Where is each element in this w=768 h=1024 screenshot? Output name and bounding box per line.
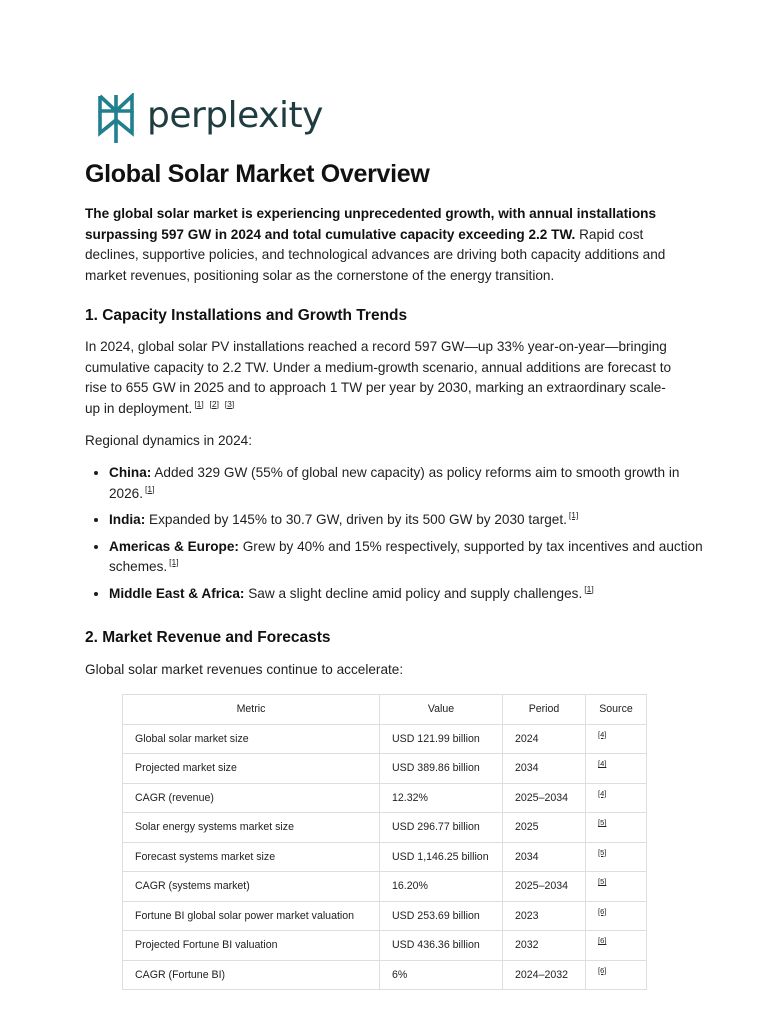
table-cell: CAGR (systems market) [123,872,380,902]
table-cell-source [586,754,647,784]
table-cell: 16.20% [380,872,503,902]
table-cell: Global solar market size [123,724,380,754]
perplexity-logo-icon [95,93,137,145]
list-item-text: Expanded by 145% to 30.7 GW, driven by its 500 GW by 2030 target. [145,512,567,527]
section-1-text: In 2024, global solar PV installations reached a record 597 GW—up 33% year-on-year—bringing cumulative capacity to 2.2 TW. Under a medium-growth scenario, annual additions are forecast to rise to 655 GW in 2025 and to approach 1 TW per year by 2030, marking an extraordinary scale-up in deployment. [85,339,672,416]
section-2-paragraph: Global solar market revenues continue to accelerate: [85,662,404,677]
list-item-label: Middle East & Africa: [109,585,245,601]
table-cell-source [586,931,647,961]
table-cell: Solar energy systems market size [123,813,380,843]
table-header-row [123,695,647,725]
section-2-heading: 2. Market Revenue and Forecasts [85,629,331,646]
citation-link[interactable]: [1] [568,510,579,520]
regional-list [85,463,709,610]
list-item-text: Added 329 GW (55% of global new capacity) as policy reforms aim to smooth growth in 2026. [109,465,680,501]
citation-link[interactable]: [1] [145,483,155,494]
table-cell: 2025–2034 [503,783,586,813]
table-cell: 2032 [503,931,586,961]
table-cell: 2024–2032 [503,960,586,990]
table-cell: CAGR (Fortune BI) [123,960,380,990]
table-cell: 2034 [503,754,586,784]
table-row [123,783,647,813]
table-cell: USD 389.86 billion [380,754,503,784]
list-item [109,584,709,605]
table-cell: Projected market size [123,754,380,784]
table-row [123,931,647,961]
citation-link[interactable]: [1] [194,398,204,409]
market-table [122,694,647,990]
citation-link[interactable]: [5] [598,818,607,828]
list-item-text: Grew by 40% and 15% respectively, supported by tax incentives and auction schemes. [109,538,703,574]
brand-name: perplexity [147,95,323,136]
table-row [123,960,647,990]
citation-link[interactable]: [6] [598,936,607,946]
table-cell-source [586,872,647,902]
citation-link[interactable]: [5] [598,847,607,857]
citation-link[interactable]: [2] [209,398,219,409]
citation-link[interactable]: [4] [598,759,607,769]
table-cell: 2024 [503,724,586,754]
table-cell: CAGR (revenue) [123,783,380,813]
column-header: Period [503,695,586,725]
table-cell: USD 296.77 billion [380,813,503,843]
citation-link[interactable]: [3] [224,398,235,409]
table-cell: 2025–2034 [503,872,586,902]
citation-link[interactable]: [6] [598,965,607,975]
list-item-text: Saw a slight decline amid policy and supply challenges. [244,585,583,601]
citation-link[interactable]: [5] [598,877,607,887]
table-cell: 2034 [503,842,586,872]
intro-rest: Rapid cost declines, supportive policies, and technological advances are driving both capacity additions and market revenues, positioning solar as the cornerstone of the energy transition. [85,226,666,283]
list-item-label: China: [109,465,152,480]
table-row [123,901,647,931]
intro-paragraph [85,204,680,286]
table-row [123,872,647,902]
column-header: Value [380,695,503,725]
brand-logo [95,93,323,145]
table-cell-source [586,813,647,843]
table-cell-source [586,724,647,754]
table-cell: USD 436.36 billion [380,931,503,961]
list-item [109,463,709,504]
table-cell: Fortune BI global solar power market valuation [123,901,380,931]
list-item [109,510,709,531]
table-cell-source [586,901,647,931]
table-row [123,754,647,784]
citation-link[interactable]: [4] [598,729,607,739]
list-item [109,537,709,578]
table-row [123,724,647,754]
table-cell: Projected Fortune BI valuation [123,931,380,961]
list-item-label: India: [109,512,146,527]
table-cell: 12.32% [380,783,503,813]
citation-link[interactable]: [6] [598,906,607,916]
table-row [123,813,647,843]
regional-intro: Regional dynamics in 2024: [85,433,253,448]
table-cell: Forecast systems market size [123,842,380,872]
citation-link[interactable]: [1] [584,583,594,594]
table-cell: 2023 [503,901,586,931]
section-1-paragraph [85,337,680,419]
column-header: Metric [123,695,380,725]
table-cell-source [586,842,647,872]
table-cell: USD 253.69 billion [380,901,503,931]
column-header: Source [586,695,647,725]
intro-bold: The global solar market is experiencing unprecedented growth, with annual installations surpassing 597 GW in 2024 and total cumulative capacity exceeding 2.2 TW. [85,206,657,242]
section-1-heading: 1. Capacity Installations and Growth Trends [85,307,408,324]
citation-link[interactable]: [4] [598,788,607,798]
table-row [123,842,647,872]
page-title: Global Solar Market Overview [85,160,430,188]
table-cell-source [586,783,647,813]
table-cell: 2025 [503,813,586,843]
list-item-label: Americas & Europe: [109,538,239,554]
table-cell-source [586,960,647,990]
table-cell: USD 121.99 billion [380,724,503,754]
table-cell: 6% [380,960,503,990]
citation-link[interactable]: [1] [169,557,179,567]
table-cell: USD 1,146.25 billion [380,842,503,872]
